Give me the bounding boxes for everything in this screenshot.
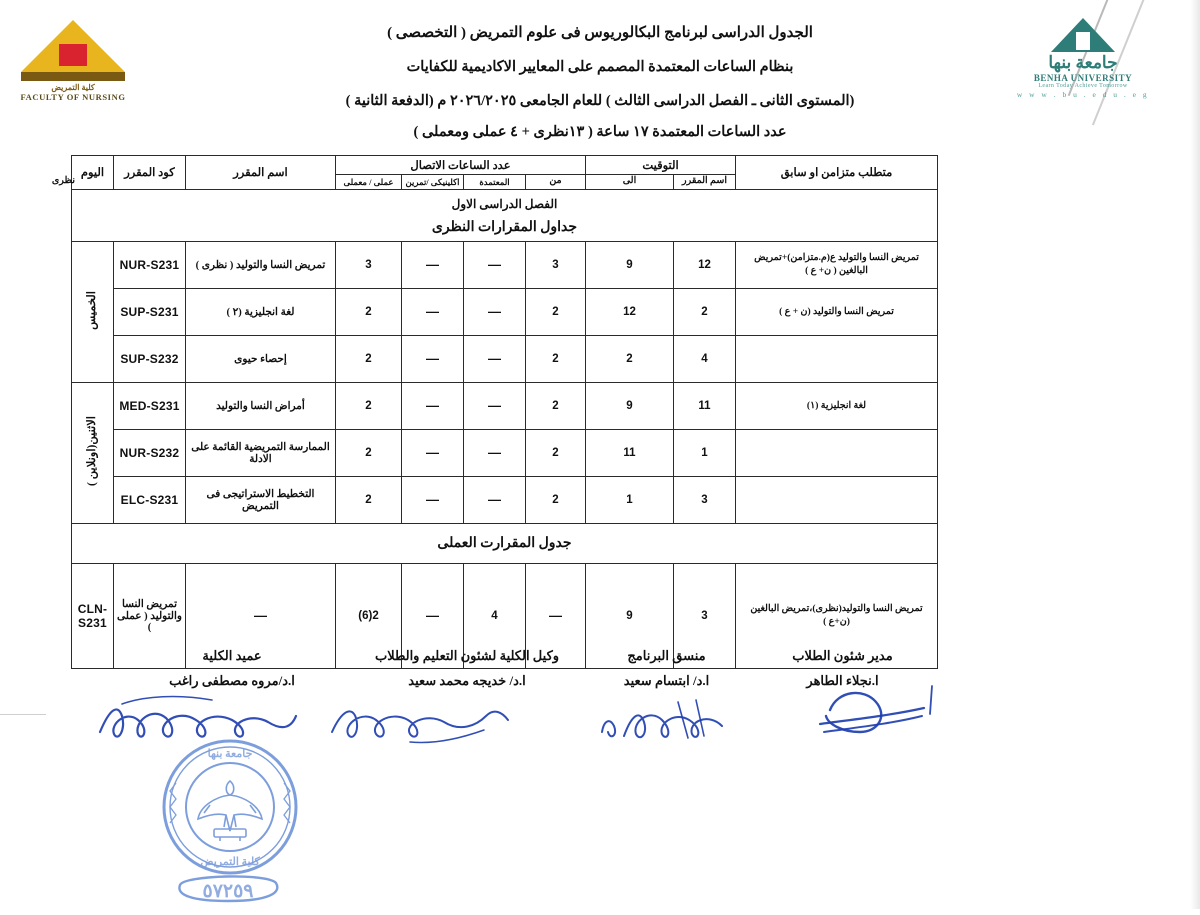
cell-time-to-b: 9 [586, 563, 674, 668]
cell-course-name: تمريض النسا والتوليد ( عملى ) [113, 563, 185, 668]
cell-clinical: — [464, 241, 526, 288]
academic-level-line: (المستوى الثانى ـ الفصل الدراسى الثالث ) للعام الجامعى ٢٠٢٦/٢٠٢٥ م (الدفعة الثانية ) [345, 92, 855, 109]
benha-university-logo [1008, 18, 1158, 99]
signature-vice-dean-education [342, 648, 592, 689]
nursing-base-band [21, 72, 125, 81]
table-row [71, 476, 937, 523]
cell-clinical: — [464, 382, 526, 429]
header-prerequisite-sub: اسم المقرر [674, 175, 736, 190]
cell-clinical: — [464, 288, 526, 335]
cell-practical: 2(6) [335, 563, 401, 668]
signature-role: منسق البرنامج [627, 648, 706, 663]
cell-credit: 2 [526, 288, 586, 335]
cell-theory: — [185, 563, 335, 668]
page-title: الجدول الدراسى لبرنامج البكالوريوس فى علوم التمريض ( التخصصى ) [387, 25, 813, 41]
cell-credit: 2 [526, 382, 586, 429]
scan-left-line [0, 714, 46, 715]
cell-time-to: 1 [674, 429, 736, 476]
table-row [71, 382, 937, 429]
cell-prerequisite [736, 429, 938, 476]
section-header-theory [71, 189, 937, 241]
benha-arch-icon [1051, 18, 1115, 52]
schedule-table-container [51, 155, 938, 669]
header-day: اليوم [71, 156, 113, 190]
cell-theory: 2 [335, 382, 401, 429]
cell-practical: — [402, 288, 464, 335]
cell-time-to-a: 3 [674, 563, 736, 668]
faculty-of-nursing-logo [14, 20, 132, 102]
table-header-row-2: اسم المقرر الى من المعتمدة اكلينيكى /تمرين عملى / معملى نظرى [71, 175, 937, 190]
cell-prerequisite [736, 335, 938, 382]
signature-name: ا.نجلاء الطاهر [806, 673, 879, 688]
cell-course-code: ELC-S231 [113, 476, 185, 523]
cell-practical: — [402, 476, 464, 523]
signature-block [72, 648, 1022, 718]
section-theory-line2: جداول المقرارات النظرى [431, 219, 578, 235]
header-course-code: كود المقرر [113, 156, 185, 190]
cell-theory: 2 [335, 476, 401, 523]
signature-dean [132, 648, 332, 689]
header-contact-hours-group [335, 156, 585, 175]
cell-prerequisite: تمريض النسا والتوليد (ن + ع ) [736, 288, 938, 335]
cell-credit: 3 [526, 241, 586, 288]
header-prerequisite-group [736, 156, 938, 190]
cell-theory: 3 [335, 241, 401, 288]
cell-course-name: الممارسة التمريضية القائمة على الادلة [185, 429, 335, 476]
cell-theory: 2 [335, 288, 401, 335]
cell-course-code: MED-S231 [113, 382, 185, 429]
cell-course-code: NUR-S231 [113, 241, 185, 288]
stamp-serial-number: ٥٧٢٥٩ [202, 881, 254, 902]
cell-course-name: أمراض النسا والتوليد [185, 382, 335, 429]
header-credit-hours: المعتمدة [464, 175, 526, 190]
cell-practical: — [402, 382, 464, 429]
section-header-practical-cell: جدول المقرارت العملى [71, 523, 937, 563]
cell-clinical: — [402, 563, 464, 668]
signature-name: ا.د/مروه مصطفى راغب [169, 673, 295, 688]
benha-logo-tagline: Learn Today Achieve Tomorrow [1038, 83, 1128, 89]
benha-logo-arabic-label: جامعة بنها [1048, 53, 1118, 72]
cell-theory: 2 [335, 335, 401, 382]
header-time-to: الى [586, 175, 674, 190]
cell-course-name: لغة انجليزية (٢ ) [185, 288, 335, 335]
signature-role: عميد الكلية [202, 648, 262, 663]
cell-time-from: — [526, 563, 586, 668]
nursing-triangle-icon [21, 20, 125, 72]
header-practical-lab: عملى / معملى [335, 175, 401, 190]
cell-time-from: 9 [586, 382, 674, 429]
cell-day-label: الخميس [86, 291, 99, 330]
cell-course-code: SUP-S232 [113, 335, 185, 382]
cell-day [71, 241, 113, 382]
nursing-logo-arabic-label: كلية التمريض [51, 83, 95, 92]
table-row [71, 335, 937, 382]
cell-credit: 4 [464, 563, 526, 668]
cell-credit: 2 [526, 476, 586, 523]
cell-prerequisite: تمريض النسا والتوليد(نظرى)،تمريض البالغين (ن+ع ) [736, 563, 938, 668]
document-header [0, 0, 1200, 150]
header-clinical-training: اكلينيكى /تمرين [402, 175, 464, 190]
stamp-bottom-text: كلية التمريض [200, 856, 260, 868]
cell-time-from: 11 [586, 429, 674, 476]
page-subtitle: بنظام الساعات المعتمدة المصمم على المعايير الاكاديمية للكفايات [406, 59, 794, 75]
cell-course-name: التخطيط الاستراتيجى فى التمريض [185, 476, 335, 523]
signature-role: وكيل الكلية لشئون التعليم والطلاب [374, 648, 560, 663]
signature-student-affairs-director [755, 648, 930, 689]
cell-clinical: — [464, 476, 526, 523]
cell-course-name: تمريض النسا والتوليد ( نظرى ) [185, 241, 335, 288]
official-round-stamp [118, 735, 388, 910]
cell-credit: 2 [526, 429, 586, 476]
cell-time-to: 3 [674, 476, 736, 523]
cell-time-to: 11 [674, 382, 736, 429]
header-time-from: من [526, 175, 586, 190]
cell-time-to: 2 [674, 288, 736, 335]
section-theory-line1: الفصل الدراسى الاول [451, 196, 558, 211]
cell-prerequisite: تمريض النسا والتوليد ع(م.متزامن)+تمريض البالغين ( ن+ ع ) [736, 241, 938, 288]
signature-name: ا.د/ خديجه محمد سعيد [408, 673, 526, 688]
cell-course-code: NUR-S232 [113, 429, 185, 476]
header-course-name: اسم المقرر [185, 156, 335, 190]
cell-clinical: — [464, 429, 526, 476]
cell-practical: — [402, 241, 464, 288]
cell-time-to: 12 [674, 241, 736, 288]
cell-day-label: الاثنين(اونلاين ) [86, 416, 99, 487]
header-prerequisite-label: متطلب متزامن او سابق [780, 167, 893, 180]
cell-course-name: إحصاء حيوى [185, 335, 335, 382]
cell-credit: 2 [526, 335, 586, 382]
cell-practical: — [402, 429, 464, 476]
table-row [71, 241, 937, 288]
header-timing-group [586, 156, 736, 175]
cell-time-from: 9 [586, 241, 674, 288]
header-contact-hours-label: عدد الساعات الاتصال [410, 160, 511, 172]
stamp-top-text: جامعة بنها [207, 748, 253, 760]
signature-name: ا.د/ ابتسام سعيد [623, 673, 710, 688]
schedule-table [51, 155, 938, 669]
table-row [71, 429, 937, 476]
section-header-theory-cell [71, 189, 937, 241]
cell-prerequisite: لغة انجليزية (١) [736, 382, 938, 429]
cell-day [71, 382, 113, 523]
cell-course-code: CLN-S231 [71, 563, 113, 668]
cell-time-from: 1 [586, 476, 674, 523]
cell-time-from: 12 [586, 288, 674, 335]
benha-logo-url: w w w . b u . e d u . e g [1016, 90, 1150, 99]
cell-practical: — [402, 335, 464, 382]
benha-logo-english-label: BENHA UNIVERSITY [1033, 73, 1133, 83]
signature-role: مدير شئون الطلاب [792, 648, 893, 663]
table-row [71, 288, 937, 335]
section-header-practical [71, 523, 937, 563]
cell-clinical: — [464, 335, 526, 382]
cell-prerequisite [736, 476, 938, 523]
header-timing-label: التوقيت [642, 160, 679, 172]
table-header-row-1 [71, 156, 937, 175]
cell-time-to: 4 [674, 335, 736, 382]
credit-hours-line: عدد الساعات المعتمدة ١٧ ساعة ( ١٣نظرى + ٤ عملى ومعملى ) [413, 124, 787, 140]
cell-theory: 2 [335, 429, 401, 476]
cell-time-from: 2 [586, 335, 674, 382]
signature-program-coordinator [579, 648, 754, 689]
cell-course-code: SUP-S231 [113, 288, 185, 335]
nursing-logo-english-label: FACULTY OF NURSING [20, 92, 126, 102]
